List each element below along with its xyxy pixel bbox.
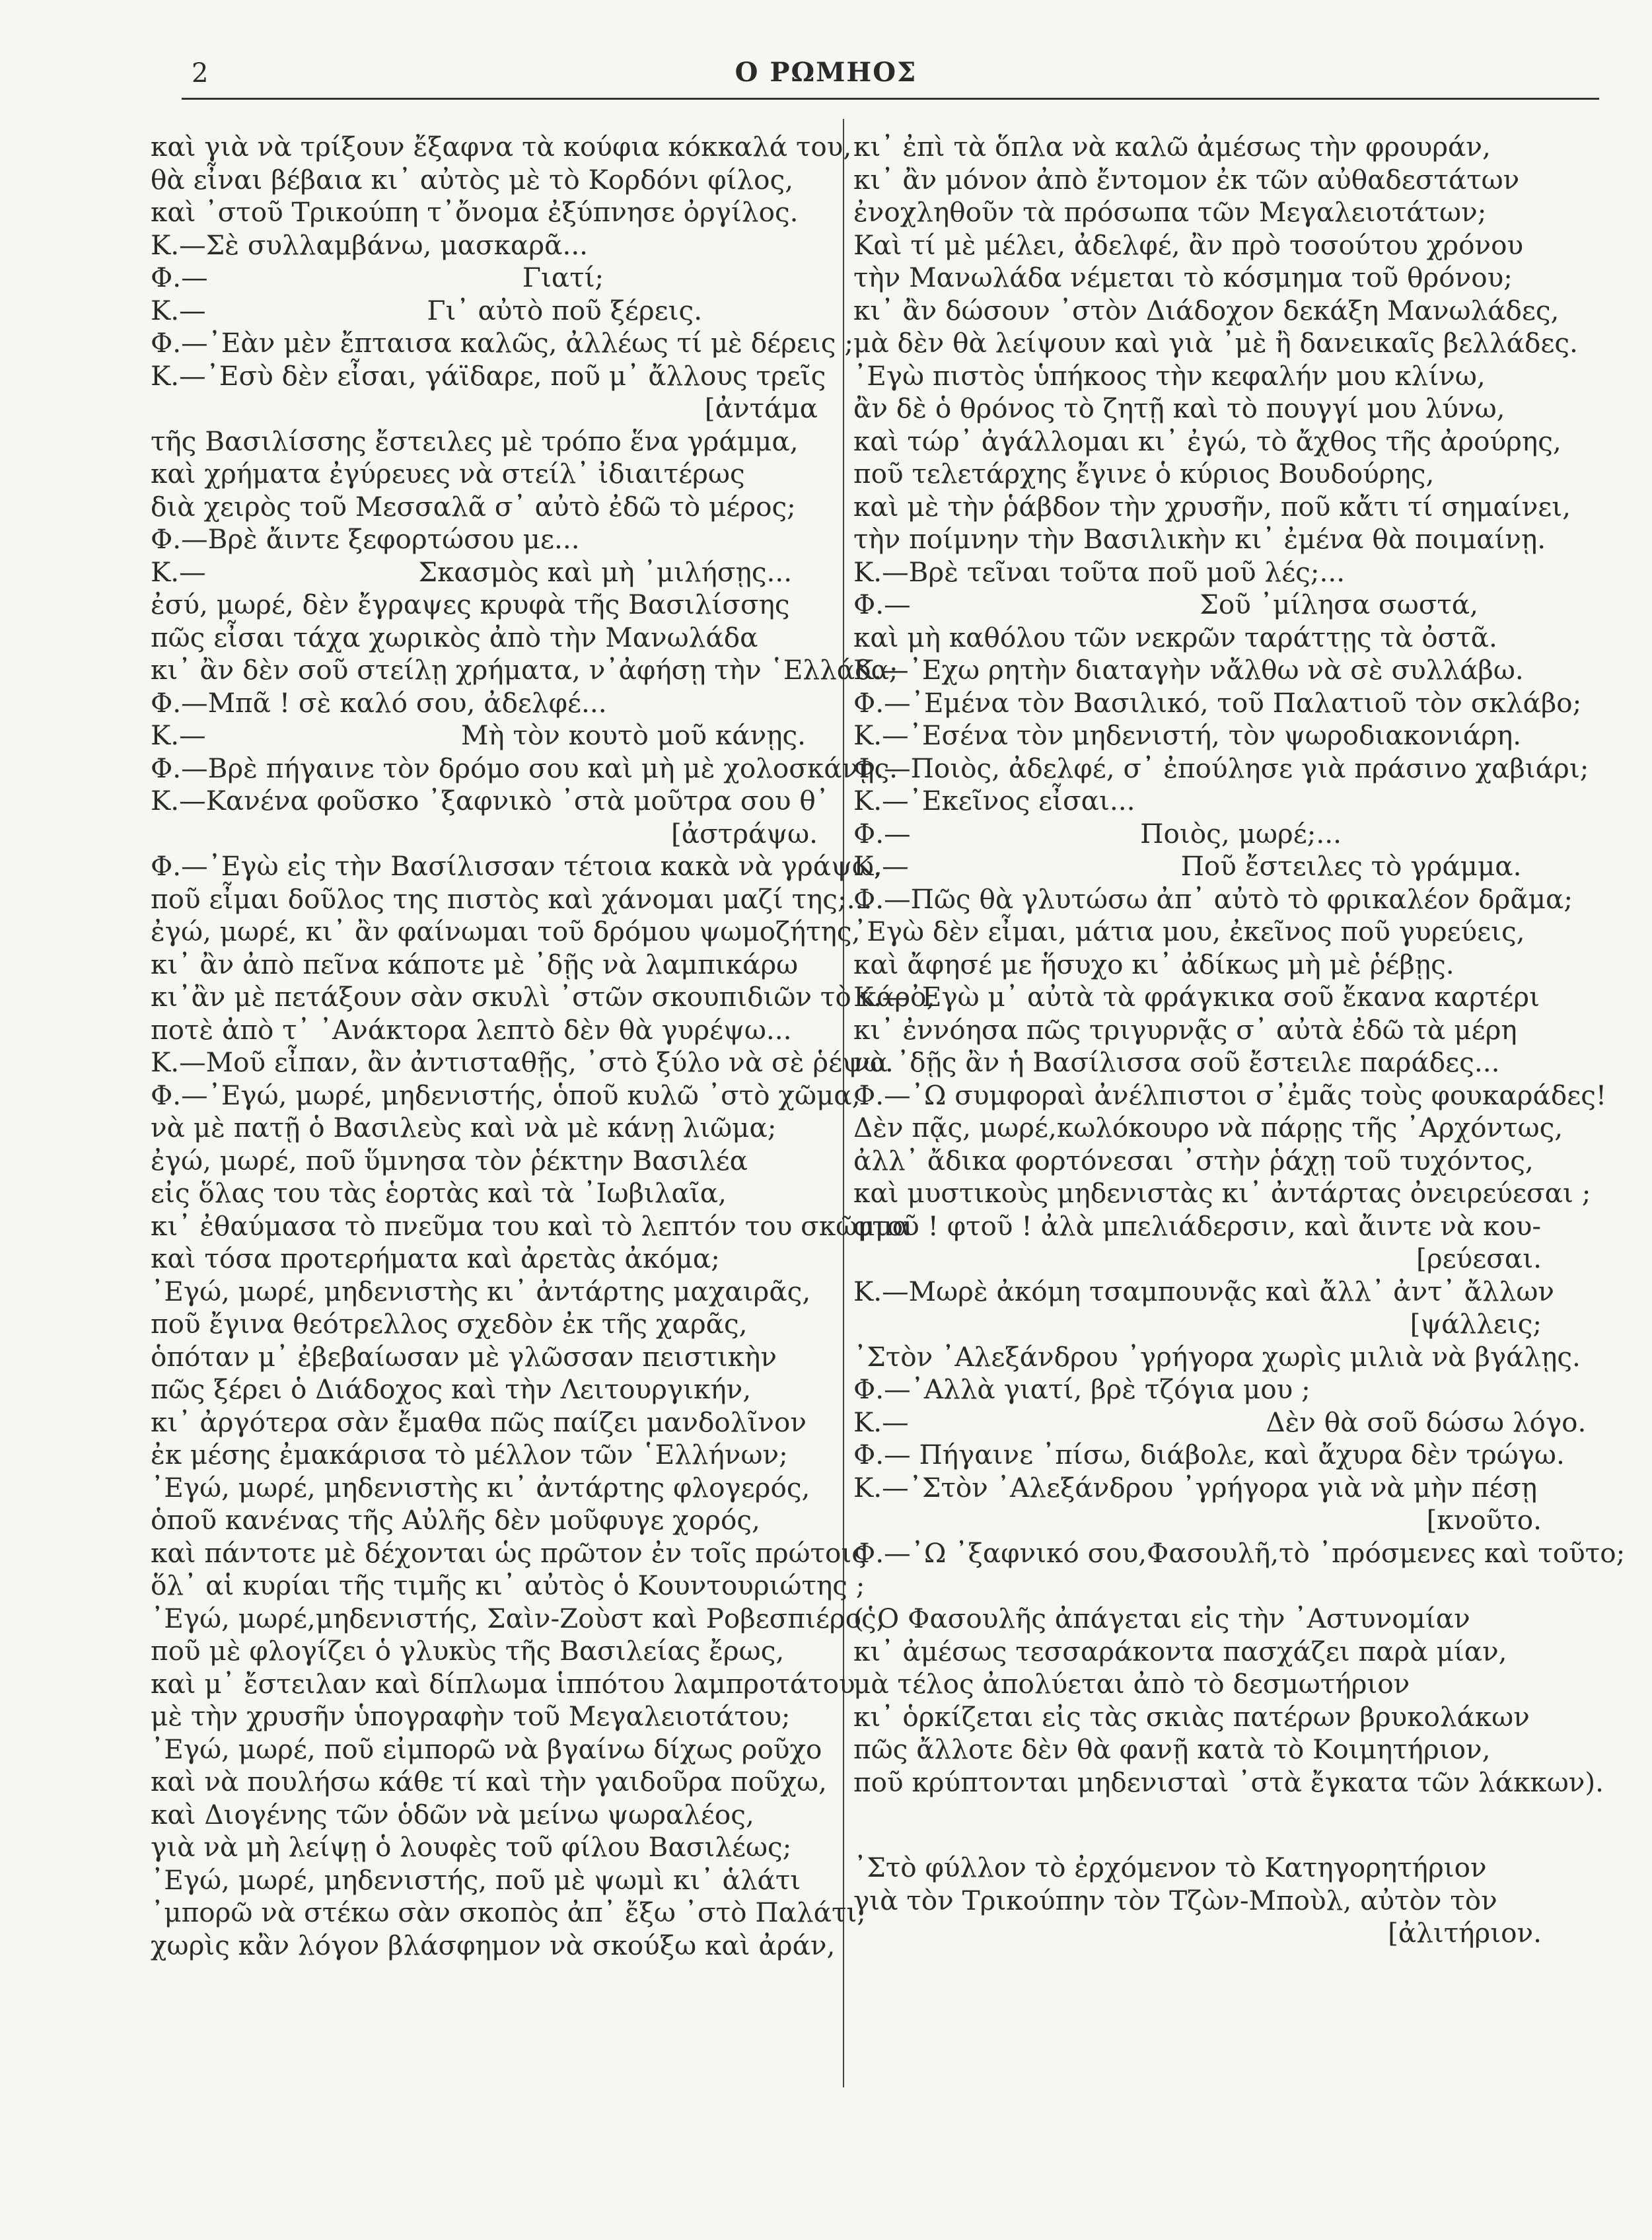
text-line: ᾽Εγὼ πιστὸς ὑπήκοος τὴν κεφαλήν μου κλίνω,: [853, 359, 1486, 392]
text-line: νὰ μὲ πατῇ ὁ Βασιλεὺς καὶ νὰ μὲ κάνῃ λιῶμα;: [151, 1112, 777, 1143]
text-line: Φ.—᾽Αλλὰ γιατί, βρὲ τζόγια μου ;: [853, 1373, 1311, 1405]
text-line: χωρὶς κἂν λόγον βλάσφημον νὰ σκούξω καὶ ἀράν,: [151, 1929, 836, 1961]
text-line: Φ.—᾽Ω συμφοραὶ ἀνέλπιστοι σ᾽ἐμᾶς τοὺς φουκαράδες!: [853, 1079, 1607, 1111]
text-line: κι᾽ ἐπὶ τὰ ὅπλα νὰ καλῶ ἀμέσως τὴν φρουράν,: [853, 131, 1491, 163]
text-line: πῶς ἄλλοτε δὲν θὰ φανῇ κατὰ τὸ Κοιμητήριον,: [853, 1733, 1491, 1765]
text-line: ᾽Εγώ, μωρέ, μηδενιστής, ποῦ μὲ ψωμὶ κι᾽ ἁλάτι: [151, 1863, 801, 1896]
text-line: καὶ τώρ᾽ ἀγάλλομαι κι᾽ ἐγώ, τὸ ἄχθος τῆς ἀρούρης,: [853, 425, 1562, 457]
text-line: [ἀλιτήριον.: [1388, 1917, 1542, 1949]
text-line: τῆς Βασιλίσσης ἔστειλες μὲ τρόπο ἕνα γράμμα,: [151, 425, 799, 457]
text-line: κι᾽ ἂν ἀπὸ πεῖνα κάποτε μὲ ᾽δῇς νὰ λαμπικάρω: [151, 948, 799, 980]
text-line: Φ.—᾽Εμένα τὸν Βασιλικό, τοῦ Παλατιοῦ τὸν σκλάβο;: [853, 686, 1582, 719]
text-line: τὴν Μανωλάδα νέμεται τὸ κόσμημα τοῦ θρόνου;: [853, 262, 1513, 293]
text-line: Κ.—Μωρὲ ἀκόμη τσαμπουνᾷς καὶ ἄλλ᾽ ἀντ᾽ ἄλλων: [853, 1275, 1554, 1307]
text-line: πῶς ξέρει ὁ Διάδοχος καὶ τὴν Λειτουργικήν,: [151, 1373, 752, 1405]
text-line: ποτὲ ἀπὸ τ᾽ ᾽Ανάκτορα λεπτὸ δὲν θὰ γυρέψω...: [151, 1013, 792, 1046]
text-line: Κ.—᾽Εσὺ δὲν εἶσαι, γάϊδαρε, ποῦ μ᾽ ἄλλους τρεῖς: [151, 359, 826, 392]
text-line: κι᾽ ὁρκίζεται εἰς τὰς σκιὰς πατέρων βρυκολάκων: [853, 1700, 1530, 1733]
text-line: ἐνοχληθοῦν τὰ πρόσωπα τῶν Μεγαλειοτάτων;: [853, 196, 1487, 228]
text-line: [ψάλλεις;: [1410, 1308, 1542, 1340]
text-line: ὅλ᾽ αἱ κυρίαι τῆς τιμῆς κι᾽ αὐτὸς ὁ Κουντουριώτης ;: [151, 1570, 865, 1601]
text-line: Κ.—᾽Εκεῖνος εἶσαι...: [853, 785, 1135, 816]
text-line: Κ.—Βρὲ τεῖναι τοῦτα ποῦ μοῦ λές;...: [853, 556, 1346, 588]
text-line: ἀλλ᾽ ἄδικα φορτόνεσαι ᾽στὴν ῥάχῃ τοῦ τυχόντος,: [853, 1144, 1534, 1176]
text-line: Φ.— Ποιὸς, μωρέ;...: [853, 817, 1342, 849]
text-line: γιὰ τὸν Τρικούπην τὸν Τζὼν-Μποὺλ, αὐτὸν τὸν: [853, 1884, 1497, 1916]
text-line: Φ.— Γιατί;: [151, 262, 604, 293]
text-line: [κνοῦτο.: [1426, 1504, 1542, 1536]
text-line: ᾽μπορῶ νὰ στέκω σὰν σκοπὸς ἀπ᾽ ἔξω ᾽στὸ Παλάτι,: [151, 1897, 866, 1928]
text-line: [ἀντάμα: [704, 392, 818, 424]
text-line: καὶ μὲ τὴν ῥάβδον τὴν χρυσῆν, ποῦ κἄτι τί σημαίνει,: [853, 490, 1571, 523]
text-line: ὁποῦ κανένας τῆς Αὐλῆς δὲν μοῦφυγε χορός,: [151, 1504, 760, 1536]
text-line: Φ.—Βρὲ ἄιντε ξεφορτώσου με...: [151, 523, 580, 555]
text-line: ἂν δὲ ὁ θρόνος τὸ ζητῇ καὶ τὸ πουγγί μου λύνω,: [853, 392, 1505, 424]
page-number: 2: [192, 58, 209, 89]
text-line: καὶ Διογένης τῶν ὁδῶν νὰ μείνω ψωραλέος,: [151, 1798, 754, 1830]
text-line: ἐγώ, μωρέ, κι᾽ ἂν φαίνωμαι τοῦ δρόμου ψωμοζήτης,: [151, 916, 861, 947]
page-header: [0, 0, 1652, 112]
text-line: Κ.— Δὲν θὰ σοῦ δώσω λόγο.: [853, 1406, 1587, 1438]
text-line: ᾽Εγώ, μωρέ, μηδενιστὴς κι᾽ ἀντάρτης μαχαιρᾶς,: [151, 1275, 811, 1307]
text-line: [ρεύεσαι.: [1416, 1243, 1542, 1274]
text-line: [853, 1570, 1548, 1603]
text-line: Καὶ τί μὲ μέλει, ἀδελφέ, ἂν πρὸ τοσούτου χρόνου: [853, 229, 1524, 261]
text-line: Κ.—᾽Εγὼ μ᾽ αὐτὰ τὰ φράγκικα σοῦ ἔκανα καρτέρι: [853, 981, 1540, 1013]
text-line: καὶ τόσα προτερήματα καὶ ἀρετὰς ἀκόμα;: [151, 1243, 720, 1274]
text-line: ᾽Εγώ, μωρέ, ποῦ εἰμπορῶ νὰ βγαίνω δίχως ροῦχο: [151, 1733, 822, 1765]
text-line: διὰ χειρὸς τοῦ Μεσσαλᾶ σ᾽ αὐτὸ ἐδῶ τὸ μέρος;: [151, 490, 796, 523]
text-line: κι᾽ ἀργότερα σὰν ἔμαθα πῶς παίζει μανδολῖνον: [151, 1406, 807, 1438]
text-line: Κ.— Ποῦ ἔστειλες τὸ γράμμα.: [853, 850, 1522, 882]
masthead-title: Ο ΡΩΜΗΟΣ: [735, 57, 917, 88]
text-line: κι᾽ ἐθαύμασα τὸ πνεῦμα του καὶ τὸ λεπτόν του σκῶμμα: [151, 1210, 911, 1242]
text-line: κι᾽ ἐννόησα πῶς τριγυρνᾷς σ᾽ αὐτὰ ἐδῶ τὰ μέρη: [853, 1013, 1517, 1046]
text-line: Κ.—Μοῦ εἶπαν, ἂν ἀντισταθῇς, ᾽στὸ ξύλο νὰ σὲ ῥέψω.: [151, 1046, 894, 1078]
text-line: καὶ πάντοτε μὲ δέχονται ὡς πρῶτον ἐν τοῖς πρώτοις: [151, 1536, 867, 1569]
text-line: κι᾽ ἂν δὲν σοῦ στείλῃ χρήματα, ν᾽ἀφήσῃ τὴν ῾Ελλάδα;: [151, 654, 898, 686]
text-line: Κ.— Μὴ τὸν κουτὸ μοῦ κάνῃς.: [151, 719, 807, 751]
text-line: Δὲν πᾷς, μωρέ,κωλόκουρο νὰ πάρῃς τῆς ᾽Αρχόντως,: [853, 1112, 1563, 1143]
text-line: καὶ ἄφησέ με ἥσυχο κι᾽ ἀδίκως μὴ μὲ ῥέβῃς.: [853, 948, 1454, 980]
text-line: ἐσύ, μωρέ, δὲν ἔγραψες κρυφὰ τῆς Βασιλίσσης: [151, 589, 790, 620]
text-line: ἐγώ, μωρέ, ποῦ ὕμνησα τὸν ῥέκτην Βασιλέα: [151, 1144, 748, 1176]
text-line: καὶ μυστικοὺς μηδενιστὰς κι᾽ ἀντάρτας ὀνειρεύεσαι ;: [853, 1177, 1591, 1209]
text-line: εἰς ὅλας του τὰς ἑορτὰς καὶ τὰ ᾽Ιωβιλαῖα,: [151, 1177, 727, 1209]
text-line: ᾽Στὸν ᾽Αλεξάνδρου ᾽γρήγορα χωρὶς μιλιὰ νὰ βγάλῃς.: [853, 1340, 1581, 1373]
text-line: μὲ τὴν χρυσῆν ὑπογραφὴν τοῦ Μεγαλειοτάτου;: [151, 1700, 791, 1732]
text-line: καὶ γιὰ νὰ τρίξουν ἔξαφνα τὰ κούφια κόκκαλά του,: [151, 131, 852, 163]
text-line: Κ.—Κανένα φοῦσκο ᾽ξαφνικὸ ᾽στὰ μοῦτρα σου θ᾽: [151, 785, 830, 816]
text-line: ὁπόταν μ᾽ ἐβεβαίωσαν μὲ γλῶσσαν πειστικὴν: [151, 1340, 777, 1373]
header-rule: [182, 98, 1599, 100]
text-line: Κ.—᾽Εσένα τὸν μηδενιστή, τὸν ψωροδιακονιάρη.: [853, 719, 1522, 751]
text-line: [853, 1799, 1548, 1852]
text-line: Φ.—Ποιὸς, ἀδελφέ, σ᾽ ἐπούλησε γιὰ πράσινο χαβιάρι;: [853, 752, 1589, 784]
text-line: ποῦ ἔγινα θεότρελλος σχεδὸν ἐκ τῆς χαρᾶς,: [151, 1308, 748, 1340]
text-line: (῾Ο Φασουλῆς ἀπάγεται εἰς τὴν ᾽Αστυνομίαν: [853, 1603, 1470, 1634]
text-line: Φ.— Πήγαινε ᾽πίσω, διάβολε, καὶ ἄχυρα δὲν τρώγω.: [853, 1439, 1565, 1470]
text-line: μὰ τέλος ἀπολύεται ἀπὸ τὸ δεσμωτήριον: [853, 1668, 1410, 1700]
text-line: ποῦ μὲ φλογίζει ὁ γλυκὺς τῆς Βασιλείας ἔρως,: [151, 1635, 785, 1667]
text-line: ποῦ εἶμαι δοῦλος της πιστὸς καὶ χάνομαι μαζί της;...: [151, 883, 873, 915]
text-line: ᾽Εγώ, μωρέ, μηδενιστὴς κι᾽ ἀντάρτης φλογερός,: [151, 1471, 810, 1503]
text-line: κι᾽ ἂν μόνον ἀπὸ ἔντομον ἐκ τῶν αὐθαδεστάτων: [853, 163, 1520, 196]
text-line: [ἀστράψω.: [670, 817, 818, 849]
text-line: ποῦ κρύπτονται μηδενισταὶ ᾽στὰ ἔγκατα τῶν λάκκων).: [853, 1766, 1604, 1798]
text-line: τὴν ποίμνην τὴν Βασιλικὴν κι᾽ ἐμένα θὰ ποιμαίνῃ.: [853, 523, 1546, 555]
text-line: Φ.—᾽Εγώ, μωρέ, μηδενιστής, ὁποῦ κυλῶ ᾽στὸ χῶμα,: [151, 1079, 861, 1111]
text-line: Κ.— Γι᾽ αὐτὸ ποῦ ξέρεις.: [151, 294, 703, 326]
text-line: Κ.—᾽Στὸν ᾽Αλεξάνδρου ᾽γρήγορα γιὰ νὰ μὴν πέσῃ: [853, 1471, 1538, 1503]
text-line: Φ.— Σοῦ ᾽μίλησα σωστά,: [853, 589, 1478, 620]
text-line: καὶ μὴ καθόλου τῶν νεκρῶν ταράττῃς τὰ ὀστᾶ.: [853, 621, 1497, 653]
text-line: καὶ ᾽στοῦ Τρικούπη τ᾽ὄνομα ἐξύπνησε ὀργίλος.: [151, 196, 799, 228]
left-column: [151, 131, 935, 1962]
text-line: καὶ μ᾽ ἔστειλαν καὶ δίπλωμα ἱππότου λαμπροτάτου: [151, 1667, 855, 1700]
text-line: νὰ ᾽δῇς ἂν ἡ Βασίλισσα σοῦ ἔστειλε παράδες...: [853, 1046, 1500, 1078]
text-line: Φ.—Βρὲ πήγαινε τὸν δρόμο σου καὶ μὴ μὲ χολοσκάνῃς.: [151, 752, 898, 784]
text-line: Κ.— Σκασμὸς καὶ μὴ ᾽μιλήσῃς...: [151, 556, 793, 588]
text-line: καὶ νὰ πουλήσω κάθε τί καὶ τὴν γαιδοῦρα πoῦχω,: [151, 1766, 827, 1797]
right-column: [853, 131, 1626, 1950]
text-line: κι᾽ ἀμέσως τεσσαράκοντα πασχάζει παρὰ μίαν,: [853, 1635, 1507, 1667]
text-line: Φ.—᾽Εὰν μὲν ἔπταισα καλῶς, ἀλλέως τί μὲ δέρεις ;: [151, 327, 853, 359]
text-line: Φ.—᾽Εγὼ εἰς τὴν Βασίλισσαν τέτοια κακὰ νὰ γράψω,: [151, 850, 882, 882]
text-line: Φ.—Μπᾶ ! σὲ καλό σου, ἀδελφέ...: [151, 686, 607, 719]
text-line: πῶς εἶσαι τάχα χωρικὸς ἀπὸ τὴν Μανωλάδα: [151, 621, 758, 653]
text-line: κι᾽ἂν μὲ πετάξουν σὰν σκυλὶ ᾽στῶν σκουπιδιῶν τὸ κάρο,: [151, 981, 935, 1013]
text-line: Φ.—Πῶς θὰ γλυτώσω ἀπ᾽ αὐτὸ τὸ φρικαλέον δρᾶμα;: [853, 883, 1573, 915]
text-line: Φ.—᾽Ω ᾽ξαφνικό σου,Φασουλῆ,τὸ ᾽πρόσμενες καὶ τοῦτο;: [853, 1536, 1626, 1569]
text-line: κι᾽ ἂν δώσουν ᾽στὸν Διάδοχον δεκάξη Μανωλάδες,: [853, 294, 1560, 326]
text-line: φτοῦ ! φτοῦ ! ἀλὰ μπελιάδερσιν, καὶ ἄιντε νὰ κου-: [853, 1210, 1542, 1242]
text-line: ᾽Εγὼ δὲν εἶμαι, μάτια μου, ἐκεῖνος ποῦ γυρεύεις,: [853, 916, 1525, 947]
text-line: Κ.—Σὲ συλλαμβάνω, μασκαρᾶ...: [151, 229, 589, 261]
text-line: μὰ δὲν θὰ λείψουν καὶ γιὰ ᾽μὲ ἢ δανεικαῖς βελλάδες.: [853, 327, 1578, 359]
text-line: θὰ εἶναι βέβαια κι᾽ αὐτὸς μὲ τὸ Κορδόνι φίλος,: [151, 163, 794, 196]
text-line: ἐκ μέσης ἐμακάρισα τὸ μέλλον τῶν ῾Ελλήνων;: [151, 1439, 788, 1470]
text-line: ᾽Στὸ φύλλον τὸ ἐρχόμενον τὸ Κατηγορητήριον: [853, 1852, 1487, 1883]
text-line: γιὰ νὰ μὴ λείψῃ ὁ λουφὲς τοῦ φίλου Βασιλέως;: [151, 1831, 792, 1863]
text-line: καὶ χρήματα ἐγύρευες νὰ στείλ᾽ ἰδιαιτέρως: [151, 458, 745, 489]
text-line: ποῦ τελετάρχης ἔγινε ὁ κύριος Βουδούρης,: [853, 458, 1435, 489]
text-line: ᾽Εγώ, μωρέ,μηδενιστής, Σαὶν-Ζοὺστ καὶ Ροβεσπιέρος,: [151, 1602, 885, 1634]
text-line: Κ.—᾽Εχω ρητὴν διαταγὴν νἄλθω νὰ σὲ συλλάβω.: [853, 654, 1524, 686]
